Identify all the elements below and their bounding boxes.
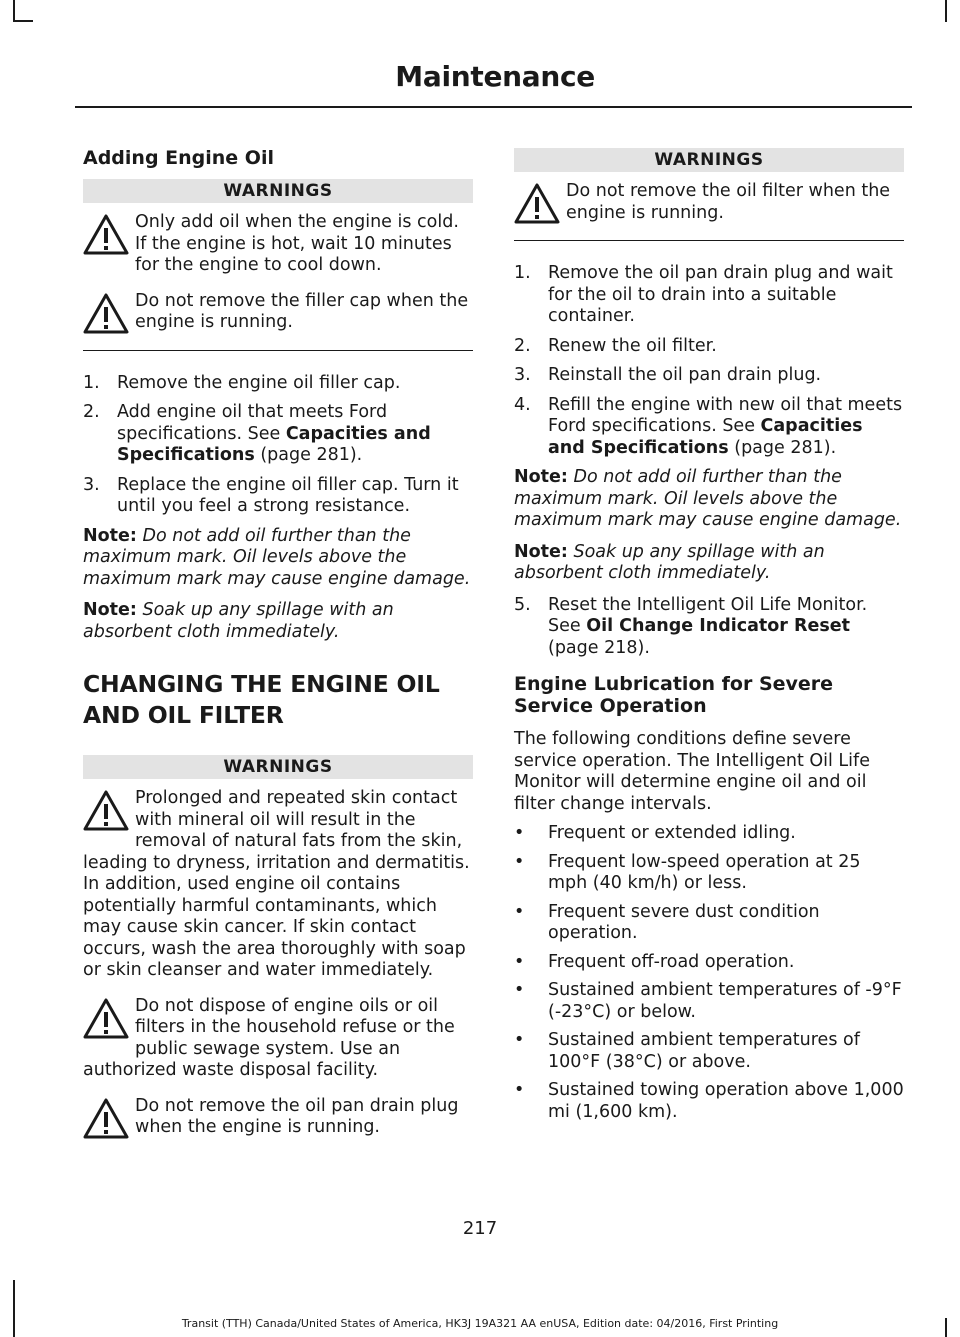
note: [83, 600, 473, 643]
step-number: 2.: [83, 402, 100, 422]
section-title: CHANGING THE ENGINE OIL AND OIL FILTER: [83, 670, 440, 729]
list-item: [514, 1080, 904, 1123]
list-item: [514, 852, 904, 895]
step-number: 1.: [83, 372, 100, 393]
step-number: 3.: [514, 365, 531, 385]
bullet-marker: •: [514, 951, 525, 972]
bullet-marker: •: [514, 901, 525, 922]
cross-reference-link[interactable]: Oil Change Indicator Reset: [586, 616, 851, 636]
note-text: Soak up any spillage with an absorbent cloth immediately.: [83, 600, 394, 642]
note: [83, 526, 473, 591]
body-paragraph: The following conditions define severe service operation. The Intelligent Oil Life Monitor will determine engine oil and oil filter change intervals.: [514, 729, 870, 814]
step-text: Renew the oil filter.: [548, 335, 717, 356]
crop-mark: [945, 0, 947, 22]
page-reference: (page 281).: [728, 437, 837, 458]
step-number: 1.: [514, 263, 531, 283]
warning-triangle-icon: [83, 1097, 131, 1143]
list-item: [514, 1030, 904, 1073]
step-number: 3.: [83, 474, 100, 495]
right-column: [514, 148, 904, 1130]
warning-triangle-icon: [83, 292, 131, 338]
list-item: [514, 336, 904, 358]
steps-list: [514, 263, 904, 459]
footer-text: Transit (TTH) Canada/United States of America, HK3J 19A321 AA enUSA, Edition date: 04/2016, First Printing: [181, 1317, 779, 1330]
cross-reference-link[interactable]: Capacities and Specifications: [117, 423, 431, 465]
note: [514, 467, 904, 532]
note-label: Note:: [83, 600, 137, 620]
step-text: Reinstall the oil pan drain plug.: [548, 365, 822, 385]
step-number: 4.: [514, 394, 531, 415]
warning-triangle-icon: [83, 997, 131, 1043]
note-text: Do not add oil further than the maximum mark. Oil levels above the maximum mark may cause engine damage.: [514, 467, 902, 530]
list-item: [514, 823, 904, 845]
crop-mark: [13, 0, 15, 22]
warning-text: Do not remove the filler cap when the engine is running.: [135, 290, 469, 332]
list-item: [514, 365, 904, 387]
bullet-text: Sustained ambient temperatures of -9°F (-23°C) or below.: [548, 980, 902, 1022]
step-text: Add engine oil that meets Ford specifications. See: [117, 402, 388, 444]
list-item: [514, 395, 904, 460]
cross-reference-link[interactable]: Capacities and Specifications: [548, 416, 863, 458]
warnings-block: [83, 212, 473, 351]
page-reference: (page 281).: [254, 445, 363, 465]
page-reference: (page 218).: [548, 637, 650, 658]
crop-mark: [13, 20, 33, 22]
warning-text: Prolonged and repeated skin contact with mineral oil will result in the removal of natural fats from the skin, leading to dryness, irritation and dermatitis. In addition, used engine oil contains potentially harmful contaminants, which may cause skin cancer. If skin contact occurs, wash the area thoroughly with soap or skin cleanser and water immediately.: [83, 788, 470, 980]
header-rule: [75, 106, 912, 108]
warning-item: [83, 788, 473, 982]
bullet-marker: •: [514, 851, 525, 872]
warning-text: Do not remove the oil pan drain plug when the engine is running.: [135, 1095, 459, 1137]
list-item: [514, 595, 904, 660]
bullet-text: Sustained ambient temperatures of 100°F (38°C) or above.: [548, 1030, 860, 1072]
warnings-header: WARNINGS: [83, 179, 473, 203]
warning-text: Only add oil when the engine is cold. If the engine is hot, wait 10 minutes for the engine to cool down.: [135, 212, 459, 275]
warnings-block: [514, 181, 904, 241]
note-label: Note:: [83, 525, 137, 546]
bullet-list: [514, 823, 904, 1123]
note-text: Do not add oil further than the maximum mark. Oil levels above the maximum mark may cause engine damage.: [83, 525, 471, 589]
left-column: [83, 140, 473, 1143]
warning-triangle-icon: [514, 182, 562, 228]
subsection-heading: Engine Lubrication for Severe Service Operation: [514, 673, 834, 717]
steps-list: [514, 595, 904, 660]
warning-item: [83, 212, 473, 277]
steps-list: [83, 373, 473, 518]
list-item: [514, 980, 904, 1023]
step-text: Remove the oil pan drain plug and wait for the oil to drain into a suitable container.: [548, 263, 893, 326]
list-item: [83, 373, 473, 395]
warnings-header: WARNINGS: [514, 148, 904, 172]
bullet-text: Frequent off-road operation.: [548, 951, 795, 972]
warnings-header: WARNINGS: [83, 755, 473, 779]
warning-text: Do not remove the oil filter when the engine is running.: [566, 181, 891, 223]
step-number: 2.: [514, 335, 531, 356]
warning-triangle-icon: [83, 789, 131, 835]
page-title: Maintenance: [395, 60, 595, 93]
list-item: [514, 263, 904, 328]
section-heading: Adding Engine Oil: [83, 147, 274, 169]
bullet-text: Frequent low-speed operation at 25 mph (40 km/h) or less.: [548, 851, 861, 893]
bullet-text: Frequent severe dust condition operation.: [548, 901, 820, 943]
list-item: [83, 475, 473, 518]
bullet-marker: •: [514, 1030, 525, 1050]
note-text: Soak up any spillage with an absorbent cloth immediately.: [514, 541, 825, 583]
note-label: Note:: [514, 541, 568, 562]
step-number: 5.: [514, 594, 531, 615]
step-text: Replace the engine oil filler cap. Turn it until you feel a strong resistance.: [117, 474, 459, 516]
bullet-marker: •: [514, 980, 525, 1000]
note: [514, 542, 904, 585]
step-text: Refill the engine with new oil that meets Ford specifications. See: [548, 394, 903, 436]
warning-text: Do not dispose of engine oils or oil filters in the household refuse or the public sewage system. Use an authorized waste disposal facility.: [83, 995, 455, 1080]
note-label: Note:: [514, 467, 568, 487]
bullet-marker: •: [514, 1080, 525, 1100]
warnings-block: [83, 788, 473, 1143]
step-text: Reset the Intelligent Oil Life Monitor. See: [548, 594, 868, 636]
bullet-text: Frequent or extended idling.: [548, 823, 796, 843]
step-text: Remove the engine oil filler cap.: [117, 372, 401, 393]
list-item: [83, 402, 473, 467]
bullet-text: Sustained towing operation above 1,000 mi (1,600 km).: [548, 1080, 904, 1122]
bullet-marker: •: [514, 823, 525, 843]
warning-item: [83, 996, 473, 1082]
warning-item: [83, 291, 473, 338]
page-number: 217: [462, 1218, 498, 1239]
warning-triangle-icon: [83, 213, 131, 259]
warning-item: [83, 1096, 473, 1143]
list-item: [514, 902, 904, 945]
list-item: [514, 952, 904, 974]
warning-item: [514, 181, 904, 228]
